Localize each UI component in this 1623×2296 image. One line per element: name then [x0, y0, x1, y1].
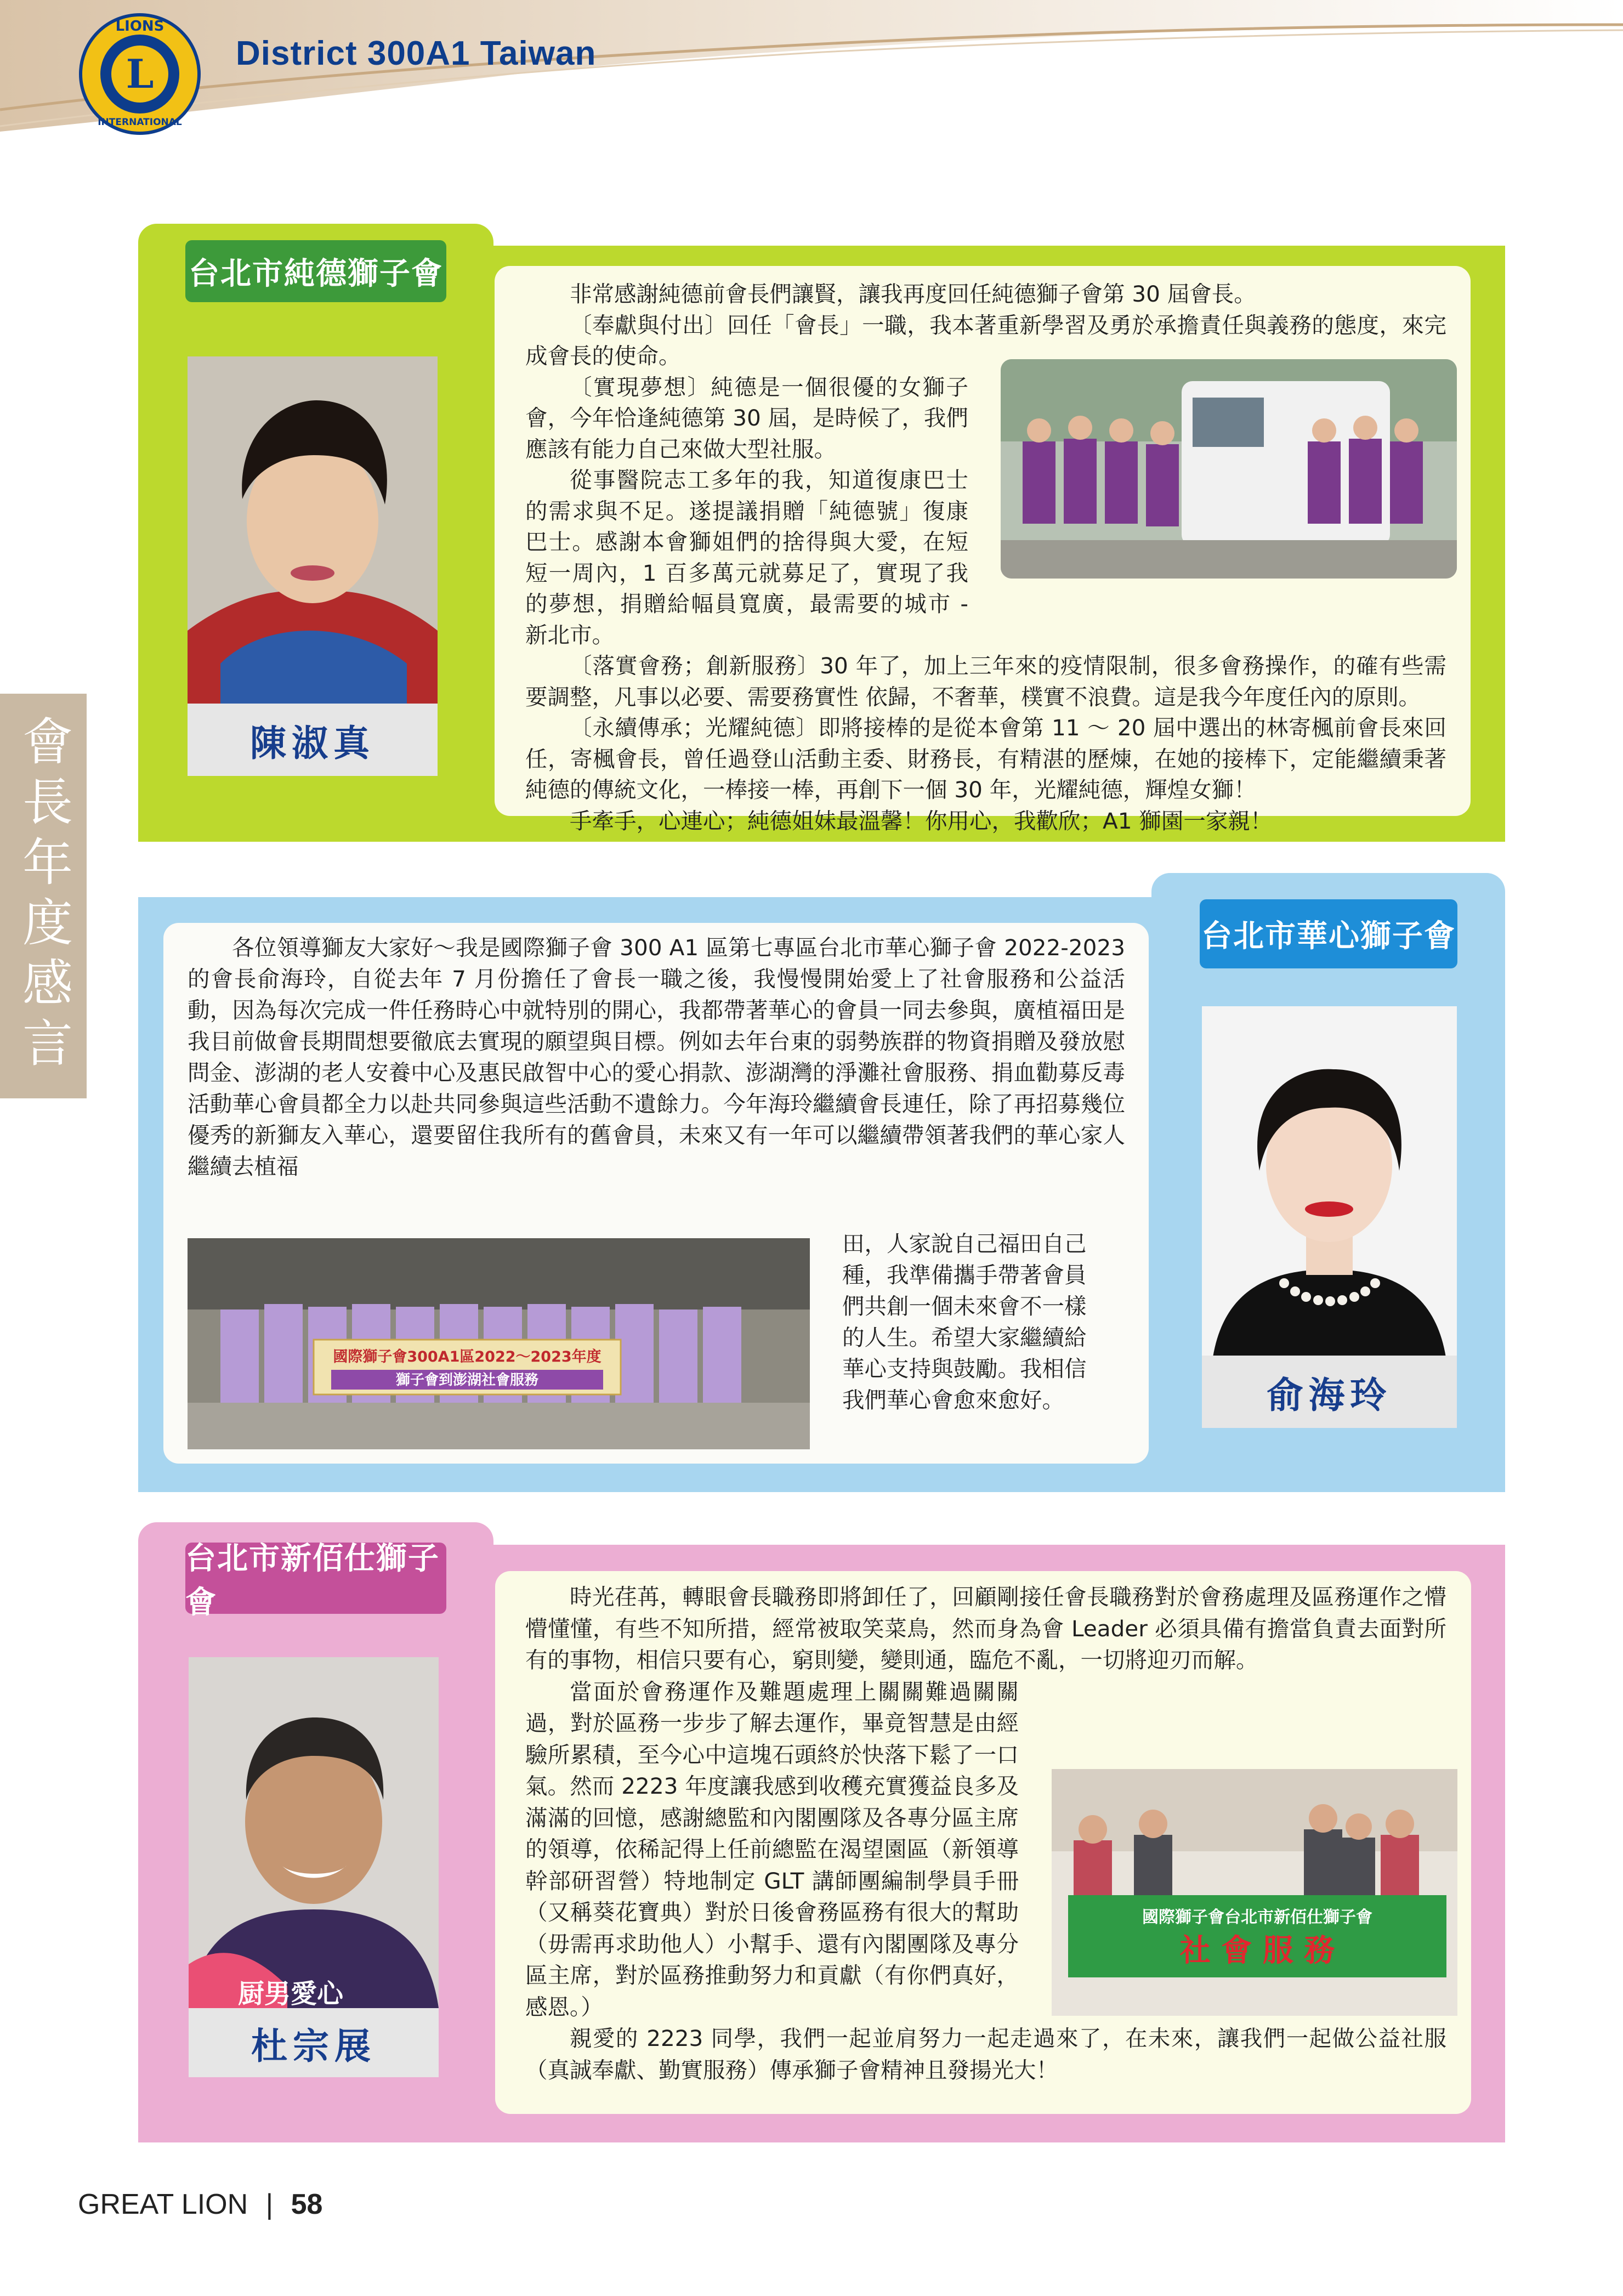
paragraph: 非常感謝純德前會長們讓賢，讓我再度回任純德獅子會第 30 屆會長。 — [570, 281, 1256, 307]
float-spacer — [990, 372, 1446, 591]
body-text-huaxin-tail — [842, 1228, 1138, 1416]
president-name-chunde: 陳淑真 — [188, 704, 438, 776]
paragraph: 〔永續傳承；光耀純德〕即將接棒的是從本會第 11 ～ 20 屆中選出的林寄楓前會長來回任，寄楓會長，曾任過登山活動主委、財務長，有精湛的歷煉，在她的接棒下，定能繼續秉著純德的傳統文化，一棒接一棒，再創下一個 30 年，光耀純德，輝煌女獅！ — [525, 715, 1446, 803]
banner-line-2: 獅子會到澎湖社會服務 — [395, 1372, 539, 1388]
club-name-chunde: 台北市純德獅子會 — [185, 240, 446, 302]
lions-logo — [71, 11, 208, 137]
paragraph: 時光荏苒，轉眼會長職務即將卸任了，回顧剛接任會長職務對於會務處理及區務運作之懵懵懂懂，有些不知所措，經常被取笑菜鳥，然而身為會 Leader 必須具備有擔當負責去面對所有的事物，相信只要有心，窮則變，變則通，臨危不亂，一切將迎刃而解。 — [525, 1584, 1446, 1673]
president-name-huaxin: 俞海玲 — [1202, 1356, 1457, 1428]
paragraph: 當面於會務運作及難題處理上關關難過關關過，對於區務一步步了解去運作，畢竟智慧是由經驗所累積，至今心中這塊石頭終於快落下鬆了一口氣。然而 2223 年度讓我感到收穫充實獲益良多及滿滿的回憶，感謝總監和內閣團隊及各專分區主席的領導，依稀記得上任前總監在渴望園區（新領導幹部研習營）特地制定 GLT 講師團編制學員手冊（又稱葵花寶典）對於日後會務區務有很大的幫助（毋需再求助他人）小幫手、還有內閣團隊及專分區主席，對於區務推動努力和貢獻（有你們真好，感恩。） — [525, 1678, 1019, 2020]
logo-letter: L — [126, 50, 154, 97]
footer — [78, 2188, 322, 2221]
club-name-huaxin: 台北市華心獅子會 — [1200, 899, 1457, 968]
photo-penghu-group — [188, 1238, 810, 1449]
text-line: 華心支持與鼓勵。我相信 — [842, 1356, 1087, 1382]
paragraph: 〔奉獻與付出〕回任「會長」一職，我本著重新學習及勇於承擔責任與義務的態度，來完成會長的使命。 — [525, 311, 1446, 369]
paragraph: 〔落實會務；創新服務〕30 年了，加上三年來的疫情限制，很多會務操作，的確有些需要調整，凡事以必要、需要務實性 依歸，不奢華，樸實不浪費。這是我今年度任內的原則。 — [525, 653, 1446, 710]
svg-text:LIONS: LIONS — [115, 18, 164, 35]
vest-text: 厨男愛心 — [238, 1978, 344, 2008]
banner-line-1: 國際獅子會300A1區2022～2023年度 — [333, 1348, 601, 1365]
paragraph: 手牽手，心連心；純德姐妹最溫馨！你用心，我歡欣；A1 獅園一家親！ — [570, 807, 1273, 834]
magazine-name: GREAT LION — [78, 2189, 248, 2220]
float-spacer — [1041, 1737, 1446, 1989]
president-photo-xinbaishi — [189, 1657, 439, 2008]
banner-service: 社 會 服 務 — [1179, 1933, 1335, 1969]
banner-title: 國際獅子會台北市新佰仕獅子會 — [1142, 1908, 1372, 1927]
side-tab-label: 會長年度感言 — [14, 715, 73, 1077]
paragraph: 各位領導獅友大家好～我是國際獅子會 300 A1 區第七專區台北市華心獅子會 2022-2023 的會長俞海玲，自從去年 7 月份擔任了會長一職之後，我慢慢開始愛上了社會服務和公益活動，因為每次完成一件任務時心中就特別的開心，我都帶著華心的會員一同去參與，廣植福田是我目前做會長期間想要徹底去實現的願望與目標。例如去年台東的弱勢族群的物資捐贈及發放慰問金、澎湖的老人安養中心及惠民啟智中心的愛心捐款、澎湖灣的淨灘社會服務、捐血勸募反毒活動華心會員都全力以赴共同參與這些活動不遺餘力。今年海玲繼續會長連任，除了再招募幾位優秀的新獅友入華心，還要留住我所有的舊會員，未來又有一年可以繼續帶領著我們的華心家人繼續去植福 — [188, 934, 1125, 1180]
paragraph: 從事醫院志工多年的我，知道復康巴士的需求與不足。遂提議捐贈「純德號」復康巴士。感謝本會獅姐們的捨得與大愛，在短短一周內，1 百多萬元就募足了，實現了我的夢想，捐贈給幅員寬廣，最需要的城市 - 新北市。 — [525, 467, 968, 648]
body-text-xinbaishi — [525, 1581, 1446, 2086]
text-line: 我們華心會愈來愈好。 — [842, 1387, 1064, 1413]
club-name-xinbaishi: 台北市新佰仕獅子會 — [185, 1543, 446, 1614]
svg-text:INTERNATIONAL: INTERNATIONAL — [98, 117, 182, 128]
president-name-xinbaishi: 杜宗展 — [189, 2008, 439, 2077]
footer-separator: | — [265, 2189, 274, 2220]
paragraph: 〔實現夢想〕純德是一個很優的女獅子會，今年恰逢純德第 30 屆，是時候了，我們應該有能力自己來做大型社服。 — [525, 373, 968, 462]
text-line: 田，人家說自己福田自己 — [842, 1231, 1087, 1257]
text-line: 種，我準備攜手帶著會員 — [842, 1262, 1087, 1288]
body-text-huaxin — [188, 932, 1125, 1182]
text-line: 的人生。希望大家繼續給 — [842, 1324, 1087, 1351]
district-title: District 300A1 Taiwan — [236, 35, 597, 72]
president-photo-chunde — [188, 356, 438, 707]
body-text-chunde — [525, 279, 1446, 836]
paragraph: 親愛的 2223 同學，我們一起並肩努力一起走過來了，在未來，讓我們一起做公益社服（真誠奉獻、勤實服務）傳承獅子會精神且發揚光大！ — [525, 2025, 1446, 2083]
text-line: 們共創一個未來會不一樣 — [842, 1293, 1087, 1319]
page-number: 58 — [291, 2189, 323, 2220]
president-photo-huaxin — [1202, 1006, 1457, 1357]
